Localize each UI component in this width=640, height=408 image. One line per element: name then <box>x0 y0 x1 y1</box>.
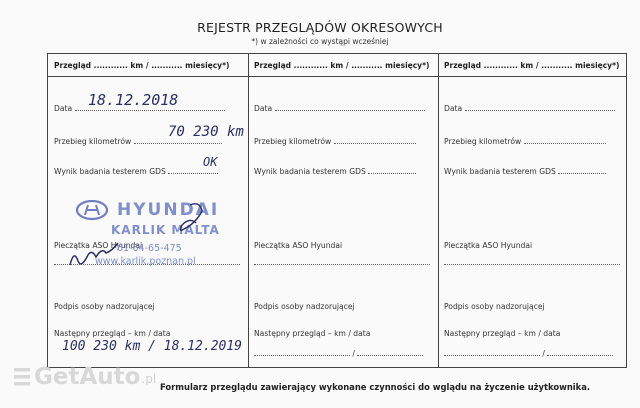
next-inspection-slash: / <box>352 349 355 358</box>
footer-note: Formularz przeglądu zawierający wykonane czynności do wglądu na życzenie użytkownika. <box>160 382 591 392</box>
mileage-row <box>254 136 432 146</box>
stamp-phone: 61-64-65-475 <box>117 243 182 254</box>
mileage-row <box>444 136 622 146</box>
date-label: Data <box>444 104 463 113</box>
signature-label: Podpis osoby nadzorującej <box>54 302 155 311</box>
next-inspection-label: Następny przegląd – km / data <box>54 329 171 338</box>
column-header: Przegląd ............ km / ........... miesięcy*) <box>254 61 430 70</box>
watermark-logo <box>14 364 156 390</box>
inspection-column-2 <box>248 54 438 367</box>
date-label: Data <box>54 104 73 113</box>
gds-label: Wynik badania testerem GDS <box>444 167 556 176</box>
stamp-brand: HYUNDAI <box>117 200 220 220</box>
inspection-column-3 <box>438 54 628 367</box>
stamp-label: Pieczątka ASO Hyundai <box>444 241 533 250</box>
date-label: Data <box>254 104 273 113</box>
stamp-dealer: KARLIK MALTA <box>111 223 220 237</box>
watermark-text: GetAuto <box>34 364 141 390</box>
date-handwritten: 18.12.2018 <box>88 91 179 109</box>
next-inspection-handwritten: 100 230 km / 18.12.2019 <box>62 339 243 354</box>
gds-label: Wynik badania testerem GDS <box>54 167 166 176</box>
date-row <box>444 103 622 113</box>
date-row <box>254 103 432 113</box>
column-header: Przegląd ............ km / ........... miesięcy*) <box>444 61 620 70</box>
stamp-label: Pieczątka ASO Hyundai <box>254 241 343 250</box>
document-title: REJESTR PRZEGLĄDÓW OKRESOWYCH <box>197 20 443 35</box>
next-inspection-row <box>254 348 432 358</box>
column-header: Przegląd ............ km / ........... miesięcy*) <box>54 61 230 70</box>
signature-scribble-icon <box>65 200 235 270</box>
gds-row <box>444 166 622 176</box>
mileage-handwritten: 70 230 km <box>168 124 244 140</box>
dealer-stamp <box>75 200 245 270</box>
getauto-logo-icon <box>14 366 32 388</box>
gds-handwritten: OK <box>203 155 218 169</box>
signature-label: Podpis osoby nadzorującej <box>444 302 545 311</box>
mileage-label: Przebieg kilometrów <box>54 137 132 146</box>
stamp-web: www.karlik.poznan.pl <box>95 256 196 267</box>
stamp-label: Pieczątka ASO Hyundai <box>54 241 143 250</box>
mileage-label: Przebieg kilometrów <box>444 137 522 146</box>
next-inspection-label: Następny przegląd – km / data <box>444 329 561 338</box>
next-inspection-slash: / <box>542 349 545 358</box>
document-subtitle: *) w zależności co wystąpi wcześniej <box>251 37 389 46</box>
mileage-label: Przebieg kilometrów <box>254 137 332 146</box>
gds-row <box>254 166 432 176</box>
next-inspection-row <box>444 348 622 358</box>
next-inspection-label: Następny przegląd – km / data <box>254 329 371 338</box>
signature-label: Podpis osoby nadzorującej <box>254 302 355 311</box>
gds-label: Wynik badania testerem GDS <box>254 167 366 176</box>
watermark-suffix: .pl <box>141 372 157 386</box>
